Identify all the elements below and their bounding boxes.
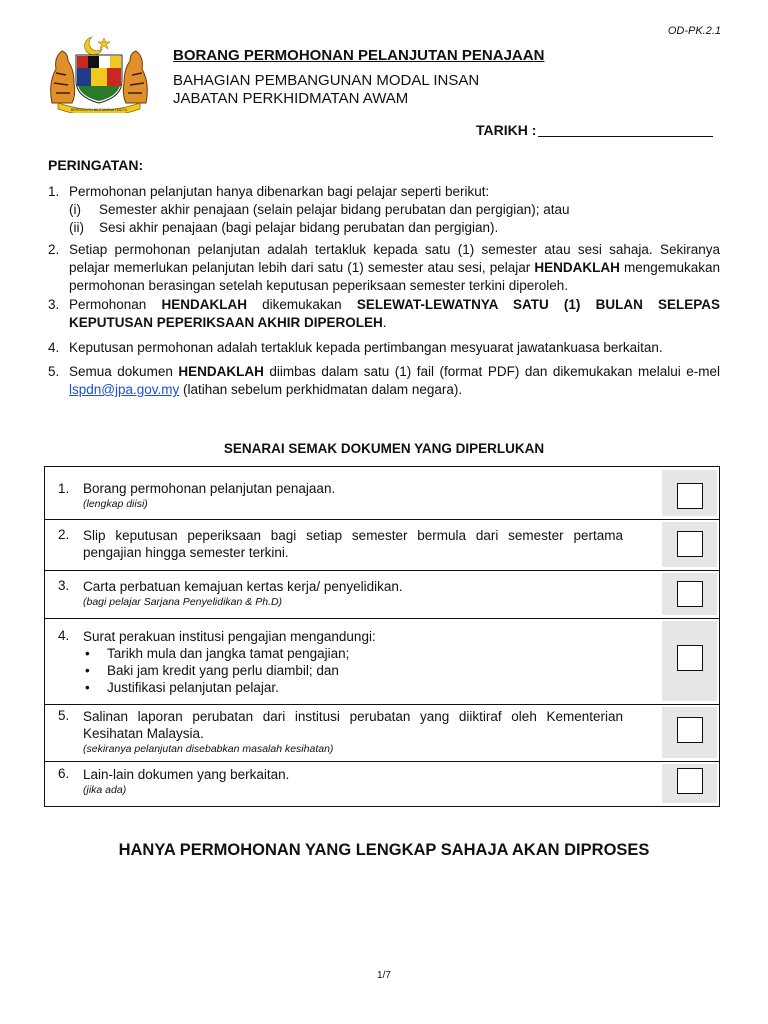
coat-of-arms-logo (44, 33, 154, 113)
checklist-row-5: 5. Salinan laporan perubatan dari institusi perubatan yang diiktiraf oleh Kementerian Kesihatan Malaysia. (sekiranya pelanjutan disebabkan masalah kesihatan) (45, 704, 719, 762)
agency-name: JABATAN PERKHIDMATAN AWAM (173, 90, 409, 107)
form-code: OD-PK.2.1 (667, 25, 721, 37)
warning-item-3: 3. Permohonan HENDAKLAH dikemukakan SELEWAT-LEWATNYA SATU (1) BULAN SELEPAS KEPUTUSAN PEPERIKSAAN AKHIR DIPEROLEH. (48, 297, 721, 330)
checkbox-2[interactable] (677, 531, 703, 557)
page-number: 1/7 (377, 970, 391, 981)
checkbox-1[interactable] (677, 483, 703, 509)
tiger-right-icon (123, 51, 147, 103)
footer-note: HANYA PERMOHONAN YANG LENGKAP SAHAJA AKAN DIPROSES (118, 841, 650, 859)
checkbox-3[interactable] (677, 581, 703, 607)
tiger-left-icon (51, 51, 75, 103)
checkbox-5[interactable] (677, 717, 703, 743)
department-name: BAHAGIAN PEMBANGUNAN MODAL INSAN (173, 72, 480, 89)
warning-title: PERINGATAN: (48, 157, 144, 173)
crest-motto: BERSEKUTU BERTAMBAH MUTU (70, 108, 128, 112)
checklist-row-2: 2. Slip keputusan peperiksaan bagi setiap semester bermula dari semester pertama pengajian hingga semester terkini. (45, 519, 719, 571)
checklist-row-1: 1. Borang permohonan pelanjutan penajaan. (lengkap diisi) (45, 467, 719, 520)
warning-item-1: 1. Permohonan pelanjutan hanya dibenarkan bagi pelajar seperti berikut: (i) Semester akhir penajaan (selain pelajar bidang perubatan dan pergigian); atau (ii) Sesi akhir penajaan (bagi pelajar bidang perubatan dan pergigian). (48, 184, 570, 235)
checklist-table (44, 466, 720, 807)
checklist-row-3: 3. Carta perbatuan kemajuan kertas kerja/ penyelidikan. (bagi pelajar Sarjana Penyelidikan & Ph.D) (45, 570, 719, 619)
warning-item-5: 5. Semua dokumen HENDAKLAH diimbas dalam satu (1) fail (format PDF) dan dikemukakan melalui e-mel lspdn@jpa.gov.my (latihan sebelum perkhidmatan dalam negara). (48, 364, 720, 397)
date-label: TARIKH : (476, 122, 537, 138)
checklist-row-4: 4. Surat perakuan institusi pengajian mengandungi: • Tarikh mula dan jangka tamat pengajian; • Baki jam kredit yang perlu diambil; dan • Justifikasi pelanjutan pelajar. (45, 618, 719, 705)
checkbox-6[interactable] (677, 768, 703, 794)
form-title: BORANG PERMOHONAN PELANJUTAN PENAJAAN (173, 47, 545, 64)
checkbox-4[interactable] (677, 645, 703, 671)
checklist-title: SENARAI SEMAK DOKUMEN YANG DIPERLUKAN (223, 441, 545, 456)
warning-item-4: 4. Keputusan permohonan adalah tertakluk kepada pertimbangan mesyuarat jawatankuasa berkaitan. (48, 340, 663, 355)
email-link[interactable]: lspdn@jpa.gov.my (69, 382, 180, 397)
warning-item-2: 2. Setiap permohonan pelanjutan adalah tertakluk kepada satu (1) semester atau sesi sahaja. Sekiranya pelajar memerlukan pelanjutan lebih dari satu (1) semester atau sesi, pelajar HENDAKLAH mengemukakan permohonan berasingan setelah keputusan peperiksaan semester terkini diperoleh. (48, 242, 720, 293)
checklist-row-6: 6. Lain-lain dokumen yang berkaitan. (jika ada) (45, 761, 719, 806)
date-field[interactable] (538, 136, 713, 137)
